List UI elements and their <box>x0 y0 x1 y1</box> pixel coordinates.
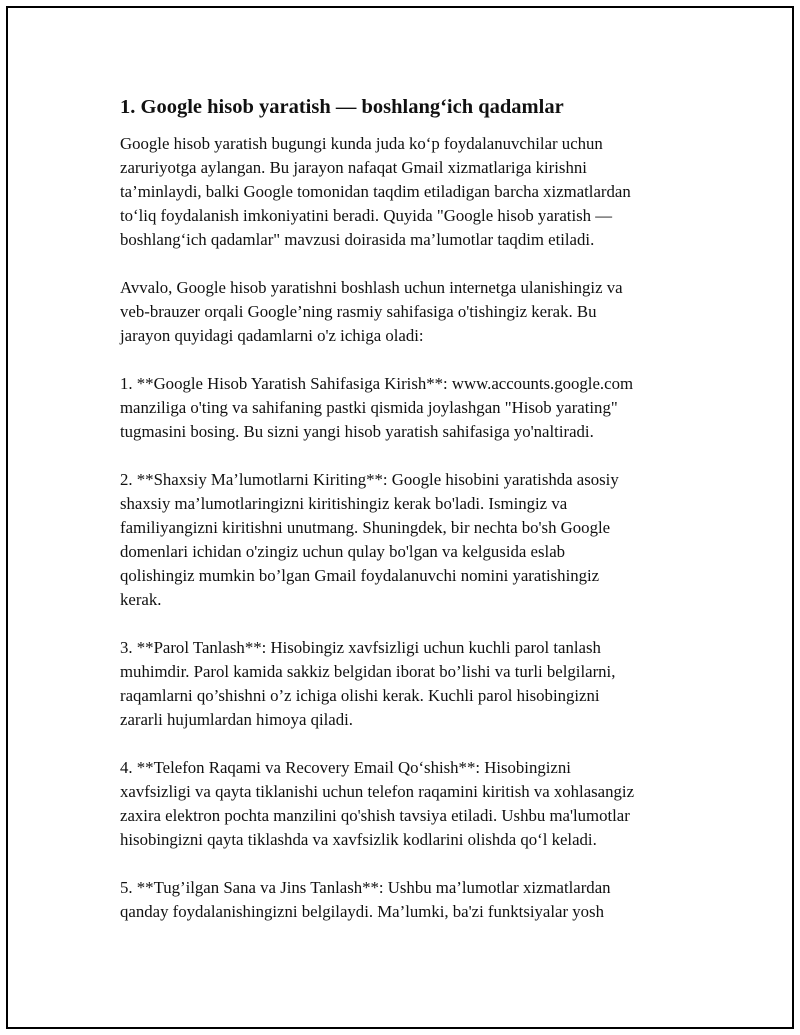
text-line: veb-brauzer orqali Google’ning rasmiy sahifasiga o'tishingiz kerak. Bu <box>120 302 597 321</box>
text-line: domenlari ichidan o'zingiz uchun qulay bo'lgan va kelgusida eslab <box>120 542 566 561</box>
overview-paragraph <box>120 276 700 348</box>
text-line: to‘liq foydalanish imkoniyatini beradi. Quyida "Google hisob yaratish — <box>120 206 613 225</box>
step-3-paragraph <box>120 636 700 732</box>
text-line: zaruriyotga aylangan. Bu jarayon nafaqat Gmail xizmatlariga kirishni <box>120 158 587 177</box>
document-body <box>120 94 700 948</box>
text-line: 2. **Shaxsiy Ma’lumotlarni Kiriting**: Google hisobini yaratishda asosiy <box>120 470 619 489</box>
text-line: 3. **Parol Tanlash**: Hisobingiz xavfsizligi uchun kuchli parol tanlash <box>120 638 601 657</box>
text-line: zararli hujumlardan himoya qiladi. <box>120 710 353 729</box>
text-line: raqamlarni qo’shishni o’z ichiga olishi kerak. Kuchli parol hisobingizni <box>120 686 600 705</box>
text-line: manziliga o'ting va sahifaning pastki qismida joylashgan "Hisob yarating" <box>120 398 618 417</box>
text-line: xavfsizligi va qayta tiklanishi uchun telefon raqamini kiritish va xohlasangiz <box>120 782 635 801</box>
step-1-paragraph <box>120 372 700 444</box>
text-line: muhimdir. Parol kamida sakkiz belgidan iborat bo’lishi va turli belgilarni, <box>120 662 616 681</box>
text-line: qolishingiz mumkin bo’lgan Gmail foydalanuvchi nomini yaratishingiz <box>120 566 600 585</box>
text-line: boshlang‘ich qadamlar" mavzusi doirasida ma’lumotlar taqdim etiladi. <box>120 230 595 249</box>
text-line: Google hisob yaratish bugungi kunda juda ko‘p foydalanuvchilar uchun <box>120 134 603 153</box>
text-line: ta’minlaydi, balki Google tomonidan taqdim etiladigan barcha xizmatlardan <box>120 182 631 201</box>
text-line: shaxsiy ma’lumotlaringizni kiritishingiz kerak bo'ladi. Ismingiz va <box>120 494 568 513</box>
step-4-paragraph <box>120 756 700 852</box>
text-line: jarayon quyidagi qadamlarni o'z ichiga oladi: <box>120 326 424 345</box>
text-line: familiyangizni kiritishni unutmang. Shuningdek, bir nechta bo'sh Google <box>120 518 611 537</box>
text-line: tugmasini bosing. Bu sizni yangi hisob yaratish sahifasiga yo'naltiradi. <box>120 422 594 441</box>
document-title: 1. Google hisob yaratish — boshlang‘ich qadamlar <box>120 96 564 118</box>
step-5-paragraph <box>120 876 700 924</box>
page-frame <box>6 6 794 1029</box>
text-line: 1. **Google Hisob Yaratish Sahifasiga Kirish**: www.accounts.google.com <box>120 374 634 393</box>
text-line: 4. **Telefon Raqami va Recovery Email Qo‘shish**: Hisobingizni <box>120 758 571 777</box>
text-line: kerak. <box>120 590 162 609</box>
intro-paragraph <box>120 132 700 252</box>
text-line: 5. **Tug’ilgan Sana va Jins Tanlash**: Ushbu ma’lumotlar xizmatlardan <box>120 878 611 897</box>
text-line: Avvalo, Google hisob yaratishni boshlash uchun internetga ulanishingiz va <box>120 278 623 297</box>
text-line: qanday foydalanishingizni belgilaydi. Ma’lumki, ba'zi funktsiyalar yosh <box>120 902 604 921</box>
text-line: hisobingizni qayta tiklashda va xavfsizlik kodlarini olishda qo‘l keladi. <box>120 830 597 849</box>
text-line: zaxira elektron pochta manzilini qo'shish tavsiya etiladi. Ushbu ma'lumotlar <box>120 806 630 825</box>
step-2-paragraph <box>120 468 700 612</box>
